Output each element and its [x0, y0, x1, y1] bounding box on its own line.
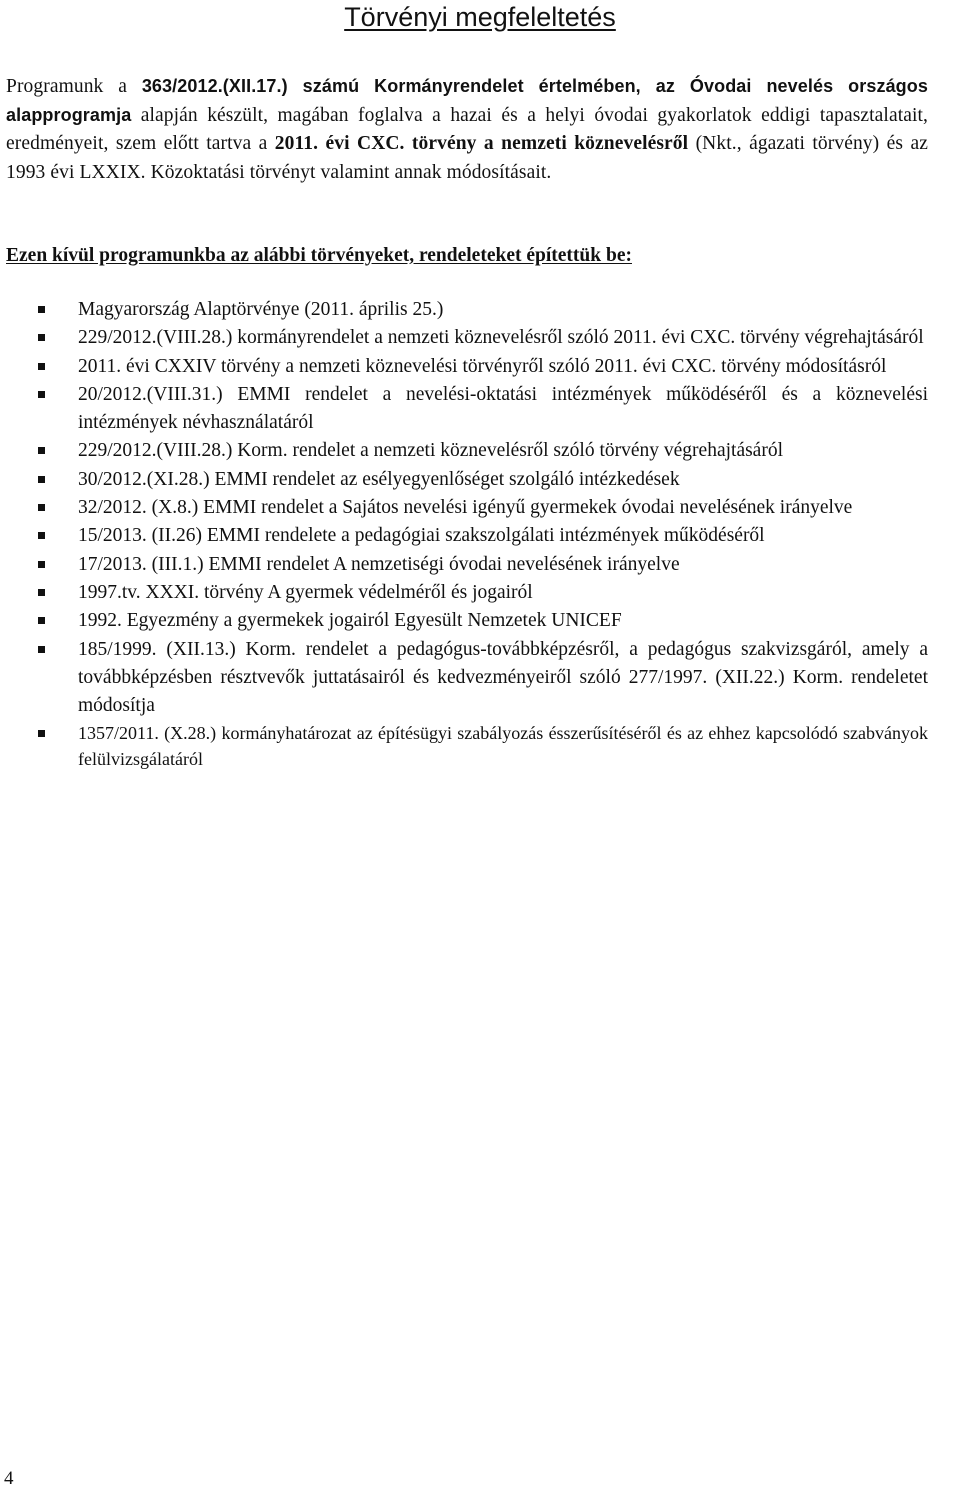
- bullet-square-icon: [38, 561, 45, 568]
- list-item: [0, 324, 928, 352]
- intro-text-1: Programunk a: [6, 76, 142, 97]
- intro-law-reference: 2011. évi CXC. törvény a nemzeti köznevelésről: [274, 133, 689, 155]
- bullet-square-icon: [38, 532, 45, 539]
- list-item: [0, 579, 928, 607]
- bullet-square-icon: [38, 589, 45, 596]
- list-item: [0, 296, 928, 324]
- bullet-square-icon: [38, 363, 45, 370]
- list-item-text: 20/2012.(VIII.31.) EMMI rendelet a nevelési-oktatási intézmények működéséről és a köznevelési intézmények névhasználatáról: [78, 383, 928, 434]
- list-item-text: 2011. évi CXXIV törvény a nemzeti köznevelési törvényről szóló 2011. évi CXC. törvény módosításról: [78, 355, 887, 377]
- list-item-text: 229/2012.(VIII.28.) Korm. rendelet a nemzeti köznevelésről szóló törvény végrehajtásáról: [78, 440, 783, 462]
- list-item-text: 32/2012. (X.8.) EMMI rendelet a Sajátos nevelési igényű gyermekek óvodai nevelésének irányelve: [78, 497, 853, 519]
- laws-heading: Ezen kívül programunkba az alábbi törvényeket, rendeleteket építettük be:: [6, 245, 632, 266]
- list-item-text: 1997.tv. XXXI. törvény A gyermek védelméről és jogairól: [78, 581, 533, 603]
- intro-decree-number: 363/2012.(XII.17.: [141, 76, 282, 96]
- list-item-text: 30/2012.(XI.28.) EMMI rendelet az esélyegyenlőséget szolgáló intézkedések: [78, 468, 680, 490]
- intro-text-2: alapján készült, magában foglalva a hazai és a helyi óvodai gyakorlatok eddigi tapasztalatait, eredményeit, szem előtt tartva a: [6, 105, 928, 155]
- bullet-square-icon: [38, 391, 45, 398]
- bullet-square-icon: [38, 447, 45, 454]
- list-item-text: Magyarország Alaptörvénye (2011. április 25.): [78, 299, 444, 320]
- list-item-text: 229/2012.(VIII.28.) kormányrendelet a nemzeti köznevelésről szóló 2011. évi CXC. törvény végrehajtásáról: [78, 327, 924, 349]
- bullet-square-icon: [38, 646, 45, 653]
- intro-decree-title: ) számú Kormányrendelet értelmében, az Óvodai nevelés országos alapprogramja: [6, 76, 928, 126]
- list-item-text: 1992. Egyezmény a gyermekek jogairól Egyesült Nemzetek UNICEF: [78, 610, 622, 632]
- bullet-square-icon: [38, 730, 45, 737]
- list-item: [0, 437, 928, 465]
- intro-text-3: (Nkt., ágazati törvény) és az 1993 évi LXXIX. Közoktatási törvényt valamint annak módosításait.: [6, 133, 928, 183]
- list-item: [0, 522, 928, 550]
- list-item-text: 17/2013. (III.1.) EMMI rendelet A nemzetiségi óvodai nevelésének irányelve: [78, 553, 680, 575]
- list-item: [0, 551, 928, 579]
- laws-list: [0, 296, 960, 772]
- bullet-square-icon: [38, 504, 45, 511]
- list-item: [0, 353, 928, 381]
- intro-paragraph: [6, 72, 928, 187]
- bullet-square-icon: [38, 476, 45, 483]
- list-item-text: 185/1999. (XII.13.) Korm. rendelet a pedagógus-továbbképzésről, a pedagógus szakvizsgáról, amely a továbbképzésben résztvevők juttatásairól és kedvezményeiről szóló 277/1997. (XII.22.) Korm. rendeletet módosítja: [78, 638, 928, 717]
- list-item: [0, 494, 928, 522]
- bullet-square-icon: [38, 617, 45, 624]
- list-item: [0, 636, 928, 721]
- list-item-text: 15/2013. (II.26) EMMI rendelete a pedagógiai szakszolgálati intézmények működéséről: [78, 525, 765, 547]
- list-item: [0, 720, 928, 772]
- page-number: 4: [4, 1468, 14, 1489]
- list-item-text: 1357/2011. (X.28.) kormányhatározat az építésügyi szabályozás ésszerűsítéséről és az ehhez kapcsolódó szabványok felülvizsgálatáról: [78, 723, 928, 770]
- bullet-square-icon: [38, 334, 45, 341]
- bullet-square-icon: [38, 306, 45, 313]
- page-title: Törvényi megfeleltetés: [344, 2, 616, 32]
- list-item: [0, 607, 928, 635]
- list-item: [0, 381, 928, 438]
- list-item: [0, 466, 928, 494]
